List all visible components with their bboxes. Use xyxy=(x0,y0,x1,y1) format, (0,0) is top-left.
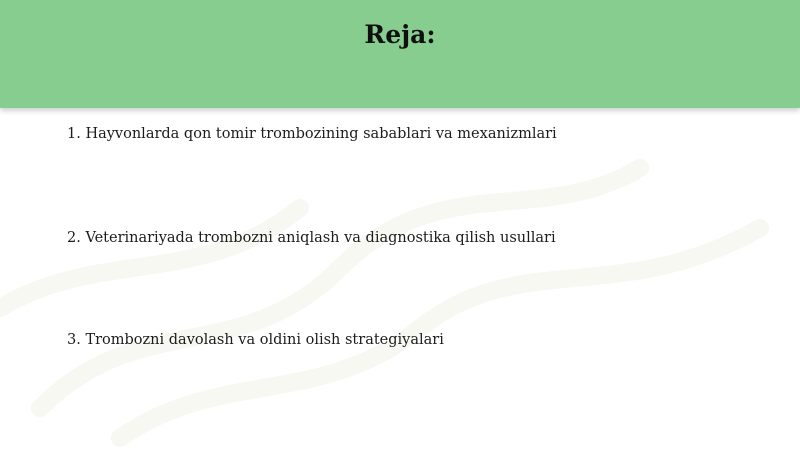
agenda-item-1: 1. Hayvonlarda qon tomir trombozining sabablari va mexanizmlari xyxy=(67,126,557,142)
background-pattern xyxy=(0,108,800,449)
agenda-item-2: 2. Veterinariyada trombozni aniqlash va diagnostika qilish usullari xyxy=(67,230,556,246)
header-band xyxy=(0,0,800,108)
agenda-item-3: 3. Trombozni davolash va oldini olish strategiyalari xyxy=(67,332,444,348)
slide-title: Reja: xyxy=(364,20,436,49)
